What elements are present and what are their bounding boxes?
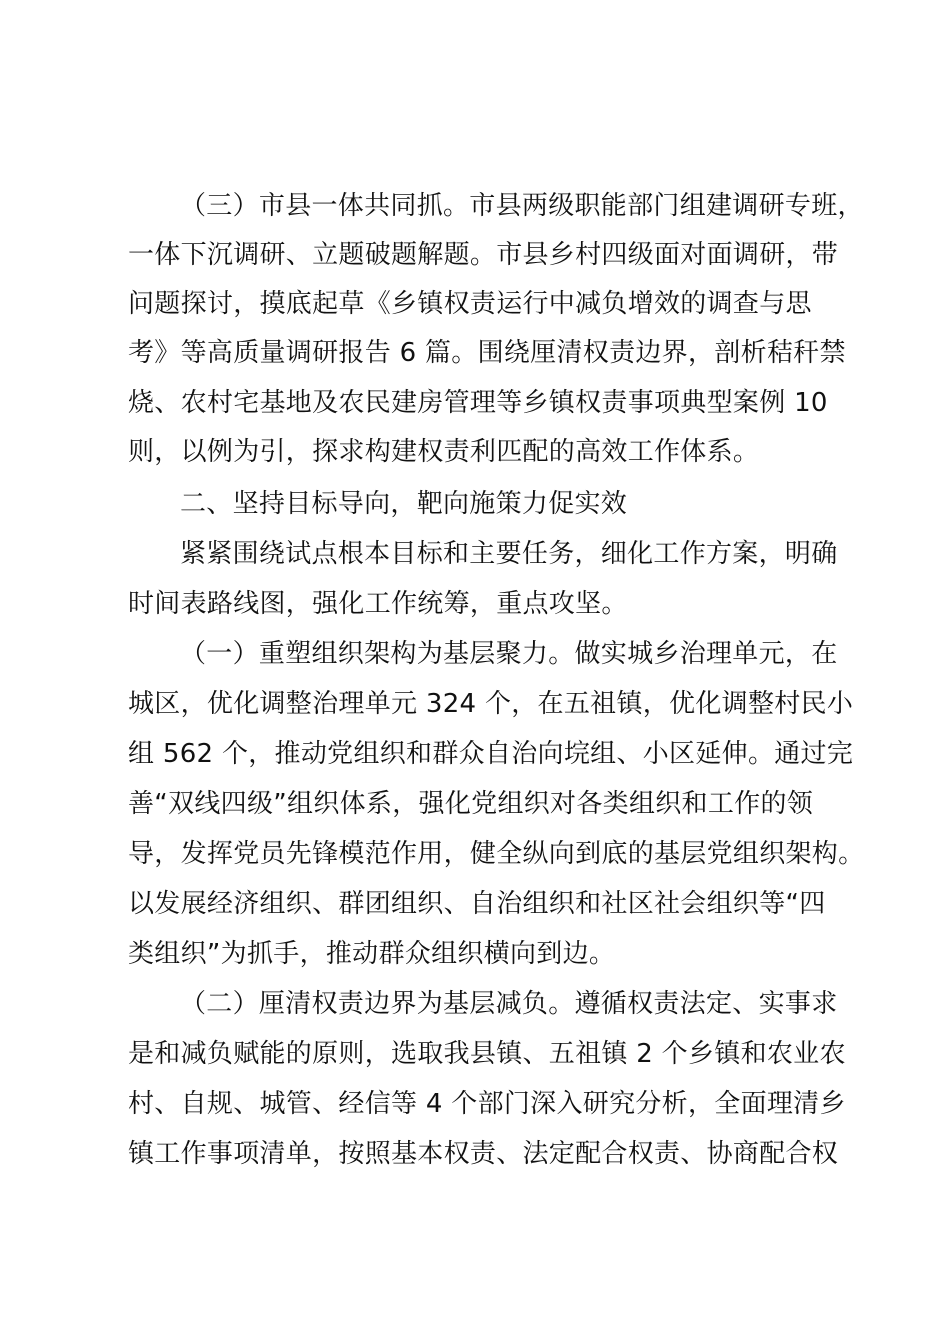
paragraph-line: 时间表路线图，强化工作统筹，重点攻坚。 xyxy=(128,589,628,619)
paragraph-heading-1-line-1: （一）重塑组织架构为基层聚力。做实城乡治理单元，在 xyxy=(180,639,838,669)
paragraph-line: 导，发挥党员先锋模范作用，健全纵向到底的基层党组织架构。 xyxy=(128,839,865,869)
paragraph-heading-3-line-1: （三）市县一体共同抓。市县两级职能部门组建调研专班， xyxy=(180,191,864,221)
paragraph-line: 则，以例为引，探求构建权责利匹配的高效工作体系。 xyxy=(128,437,760,467)
paragraph-line: 善“双线四级”组织体系，强化党组织对各类组织和工作的领 xyxy=(128,789,814,819)
paragraph-line: 紧紧围绕试点根本目标和主要任务，细化工作方案，明确 xyxy=(180,539,838,569)
paragraph-line: 问题探讨，摸底起草《乡镇权责运行中减负增效的调查与思 xyxy=(128,289,812,319)
paragraph-line: 烧、农村宅基地及农民建房管理等乡镇权责事项典型案例 10 xyxy=(128,388,828,418)
paragraph-line: 镇工作事项清单，按照基本权责、法定配合权责、协商配合权 xyxy=(128,1139,839,1169)
paragraph-line: 城区，优化调整治理单元 324 个，在五祖镇，优化调整村民小 xyxy=(128,689,854,719)
paragraph-line: 是和减负赋能的原则，选取我县镇、五祖镇 2 个乡镇和农业农 xyxy=(128,1039,846,1069)
paragraph-line: 以发展经济组织、群团组织、自治组织和社区社会组织等“四 xyxy=(128,889,826,919)
section-heading-2: 二、坚持目标导向，靶向施策力促实效 xyxy=(180,489,628,519)
paragraph-line: 考》等高质量调研报告 6 篇。围绕厘清权责边界，剖析秸秆禁 xyxy=(128,338,846,368)
paragraph-line: 组 562 个，推动党组织和群众自治向垸组、小区延伸。通过完 xyxy=(128,739,854,769)
paragraph-line: 一体下沉调研、立题破题解题。市县乡村四级面对面调研，带 xyxy=(128,240,839,270)
paragraph-heading-2-line-1: （二）厘清权责边界为基层减负。遵循权责法定、实事求 xyxy=(180,989,838,1019)
paragraph-line: 村、自规、城管、经信等 4 个部门深入研究分析，全面理清乡 xyxy=(128,1089,846,1119)
paragraph-line: 类组织”为抓手，推动群众组织横向到边。 xyxy=(128,939,616,969)
